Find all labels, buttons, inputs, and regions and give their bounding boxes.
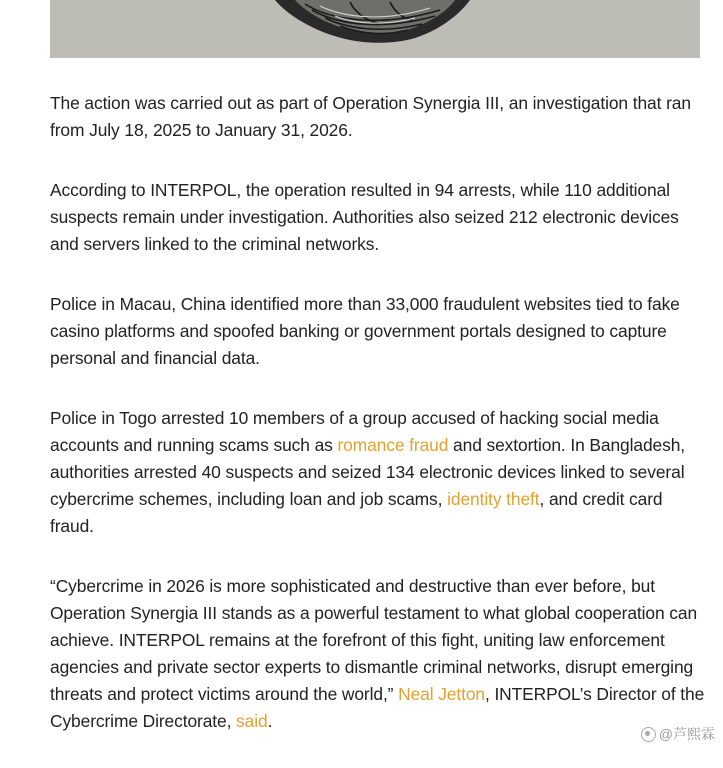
watermark-text: @芦熙霖 — [658, 726, 715, 742]
article-body — [50, 90, 705, 768]
watermark — [641, 724, 715, 744]
identity-theft-link[interactable]: identity theft — [447, 489, 540, 509]
paragraph-quote — [50, 573, 705, 735]
paragraph-togo-bangladesh — [50, 405, 705, 540]
romance-fraud-link[interactable]: romance fraud — [337, 435, 449, 455]
hero-image — [50, 0, 700, 58]
hero-illustration — [50, 0, 700, 58]
neal-jetton-link[interactable]: Neal Jetton — [398, 684, 485, 704]
text-span: and sextortion. In Bangladesh, authorities arrested 40 suspects and seized 134 electronic devices linked to several cybercrime schemes, including loan and job scams, — [50, 435, 685, 509]
text-span: Police in Togo arrested 10 members of a group accused of hacking social media accounts and running scams such as — [50, 408, 659, 455]
text-span: . — [267, 711, 273, 731]
text-span: , INTERPOL’s Director of the Cybercrime Directorate, — [50, 684, 705, 731]
text-span: , and credit card fraud. — [50, 489, 663, 536]
paragraph-arrests: According to INTERPOL, the operation resulted in 94 arrests, while 110 additional suspects remain under investigation. Authorities also seized 212 electronic devices and servers linked to the criminal networks. — [50, 180, 679, 254]
quote-text: “Cybercrime in 2026 is more sophisticated and destructive than ever before, but Operation Synergia III stands as a powerful testament to what global cooperation can achieve. INTERPOL remains at the forefront of this fight, uniting law enforcement agencies and private sector experts to dismantle criminal networks, disrupt emerging threats and protect victims around the world,” — [50, 576, 698, 704]
paragraph-operation: The action was carried out as part of Operation Synergia III, an investigation that ran from July 18, 2025 to January 31, 2026. — [50, 93, 691, 140]
camera-lens-icon — [641, 727, 656, 742]
said-link[interactable]: said — [236, 711, 268, 731]
paragraph-macau: Police in Macau, China identified more than 33,000 fraudulent websites tied to fake casino platforms and spoofed banking or government portals designed to capture personal and financial data. — [50, 294, 680, 368]
